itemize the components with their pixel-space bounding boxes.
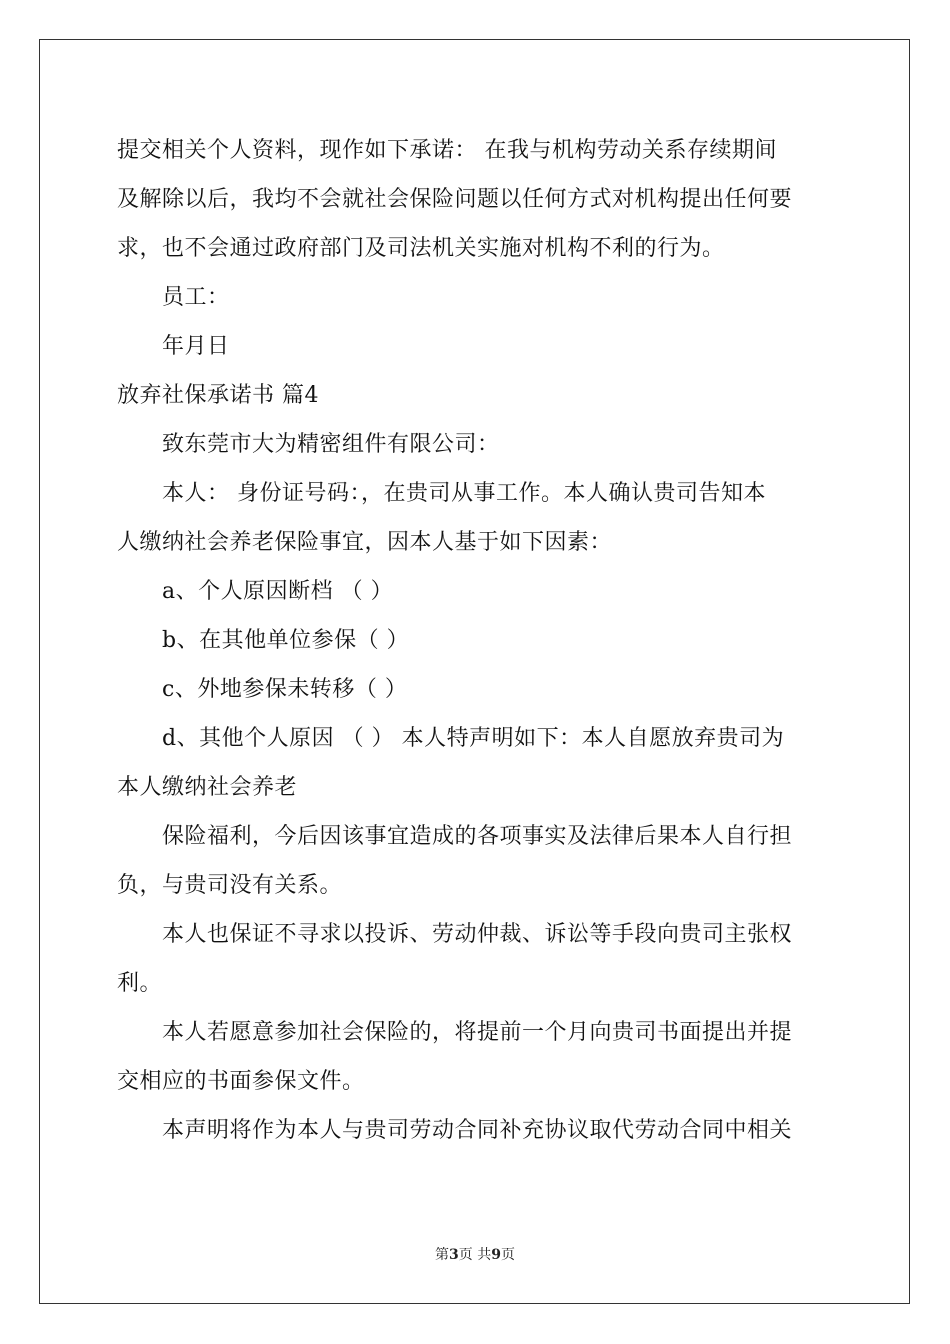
text-line: 及解除以后，我均不会就社会保险问题以任何方式对机构提出任何要 xyxy=(117,187,793,212)
text-line: 保险福利，今后因该事宜造成的各项事实及法律后果本人自行担 xyxy=(162,824,793,849)
text-line: 本声明将作为本人与贵司劳动合同补充协议取代劳动合同中相关 xyxy=(162,1118,793,1143)
text-line: 本人： 身份证号码：，在贵司从事工作。本人确认贵司告知本 xyxy=(162,481,766,506)
text-line: 本人缴纳社会养老 xyxy=(117,775,298,800)
text-line: 交相应的书面参保文件。 xyxy=(117,1069,365,1094)
option-item: c、外地参保未转移（ ） xyxy=(162,677,408,702)
addressee: 致东莞市大为精密组件有限公司： xyxy=(162,432,500,457)
text-line: 本人若愿意参加社会保险的，将提前一个月向贵司书面提出并提 xyxy=(162,1020,793,1045)
text-line: 人缴纳社会养老保险事宜，因本人基于如下因素： xyxy=(117,530,613,555)
date-label: 年月日 xyxy=(162,334,230,359)
section-heading: 放弃社保承诺书 篇4 xyxy=(117,383,319,408)
text-line: 负，与贵司没有关系。 xyxy=(117,873,343,898)
document-body xyxy=(117,126,833,1155)
page-prefix: 第 xyxy=(435,1247,450,1263)
page-current: 3 xyxy=(449,1247,459,1263)
page-suffix: 页 xyxy=(500,1247,515,1263)
option-item: a、个人原因断档 （ ） xyxy=(162,579,394,604)
page-mid: 页 共 xyxy=(458,1247,492,1263)
option-item: d、其他个人原因 （ ） 本人特声明如下：本人自愿放弃贵司为 xyxy=(162,726,785,751)
text-line: 利。 xyxy=(117,971,163,996)
text-line: 本人也保证不寻求以投诉、劳动仲裁、诉讼等手段向贵司主张权 xyxy=(162,922,793,947)
page-total: 9 xyxy=(491,1247,501,1263)
page-footer xyxy=(0,1244,950,1264)
signature-label: 员工： xyxy=(162,285,230,310)
option-item: b、在其他单位参保（ ） xyxy=(162,628,410,653)
text-line: 求，也不会通过政府部门及司法机关实施对机构不利的行为。 xyxy=(117,236,725,261)
text-line: 提交相关个人资料，现作如下承诺： 在我与机构劳动关系存续期间 xyxy=(117,138,777,163)
